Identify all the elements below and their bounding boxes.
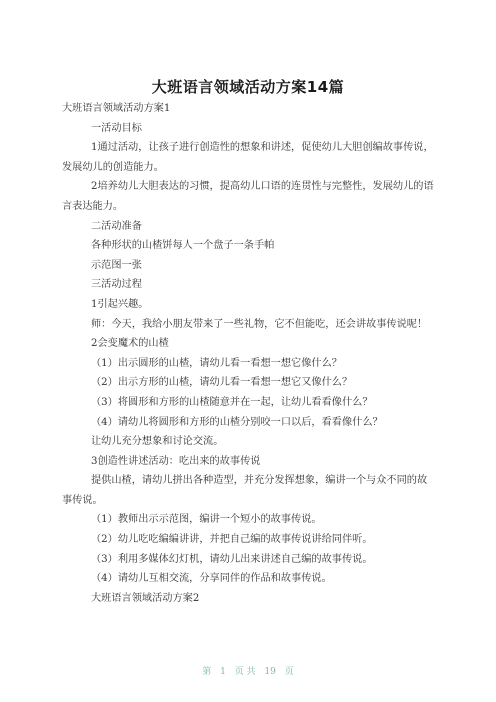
document-title: 大班语言领域活动方案14篇 (151, 78, 345, 96)
paragraph: （2）幼儿吃吃编编讲讲，并把自己编的故事传说讲给同伴听。 (91, 534, 373, 546)
paragraph: 提供山楂，请幼儿拼出各种造型，并充分发挥想象，编讲一个与众不同的故事传说。 (62, 475, 428, 506)
footer-middle: 页 共 (234, 667, 256, 677)
paragraph: 一活动目标 (91, 122, 142, 134)
paragraph: （1）教师出示示范图，编讲一个短小的故事传说。 (91, 514, 322, 526)
paragraph: （3）将圆形和方形的山楂随意并在一起，让幼儿看看像什么？ (91, 396, 373, 408)
paragraph: 师：今天，我给小朋友带来了一些礼物，它不但能吃，还会讲故事传说呢！ (91, 318, 428, 330)
paragraph: 2会变魔术的山楂 (91, 338, 169, 350)
paragraph: 2培养幼儿大胆表达的习惯，提高幼儿口语的连贯性与完整性，发展幼儿的语言表达能力。 (62, 181, 434, 212)
footer-total-pages: 19 (264, 667, 276, 677)
document-body (62, 99, 436, 608)
paragraph: （2）出示方形的山楂，请幼儿看一看想一想它又像什么？ (91, 377, 353, 389)
paragraph: 1引起兴趣。 (91, 298, 149, 310)
paragraph: （4）请幼儿将圆形和方形的山楂分别咬一口以后，看看像什么？ (91, 416, 383, 428)
paragraph: 3创造性讲述活动：吃出来的故事传说 (91, 455, 261, 467)
paragraph: 各种形状的山楂饼每人一个盘子一条手帕 (91, 240, 275, 252)
paragraph: 1通过活动，让孩子进行创造性的想象和讲述，促使幼儿大胆创编故事传说，发展幼儿的创造能力。 (62, 142, 434, 173)
paragraph: 大班语言领域活动方案1 (62, 103, 171, 114)
paragraph: 大班语言领域活动方案2 (91, 592, 200, 604)
paragraph: 让幼儿充分想象和讨论交流。 (91, 436, 224, 448)
paragraph: 二活动准备 (91, 220, 142, 232)
page-footer (0, 664, 496, 677)
paragraph: （3）利用多媒体幻灯机，请幼儿出来讲述自己编的故事传说。 (91, 553, 373, 565)
paragraph: （1）出示圆形的山楂，请幼儿看一看想一想它像什么？ (91, 357, 342, 369)
paragraph: 三活动过程 (91, 279, 142, 291)
footer-prefix: 第 (202, 667, 212, 677)
paragraph: （4）请幼儿互相交流，分享同伴的作品和故事传说。 (91, 573, 332, 585)
footer-page-number: 1 (220, 667, 226, 677)
footer-suffix: 页 (284, 667, 294, 677)
paragraph: 示范图一张 (91, 259, 142, 271)
